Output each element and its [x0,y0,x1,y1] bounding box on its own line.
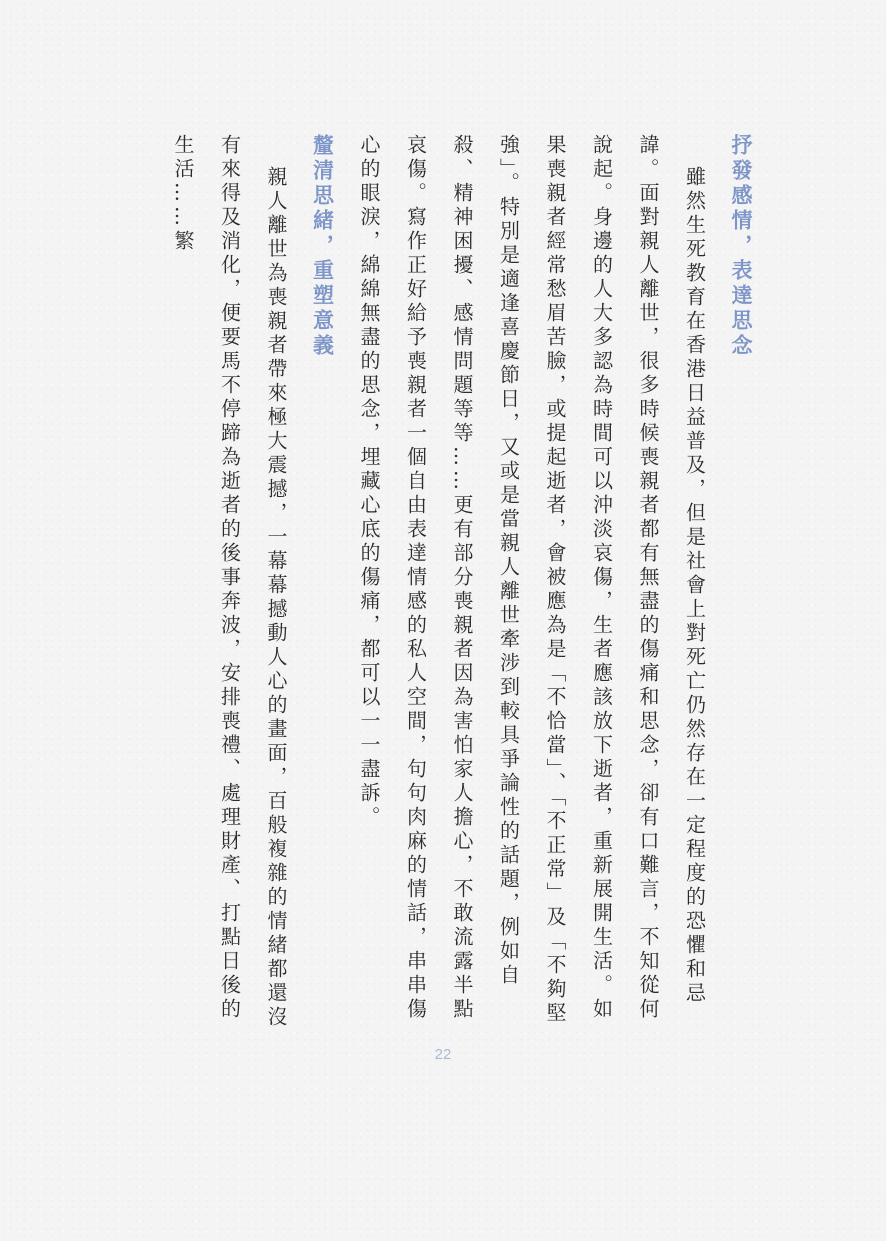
section-heading-express-feelings: 抒發感情，表達思念 [729,134,754,359]
body-paragraph-clarify-thoughts: 親人離世為喪親者帶來極大震撼，一幕幕撼動人心的畫面，百般複雜的情緒都還沒有來得及消化，便要馬不停蹄為逝者的後事奔波，安排喪禮、處理財產、打點日後的生活……繁 [171,134,288,1030]
body-paragraph-express-feelings: 雖然生死教育在香港日益普及，但是社會上對死亡仍然存在一定程度的恐懼和忌諱。面對親人離世，很多時候喪親者都有無盡的傷痛和思念，卻有口難言，不知從何說起。身邊的人大多認為時間可以沖淡哀傷，生者應該放下逝者，重新展開生活。如果喪親者經常愁眉苦臉，或提起逝者，會被應為是「不恰當」、「不正常」及「不夠堅強」。特別是適逢喜慶節日，又或是當親人離世牽涉到較具爭論性的話題，例如自殺、精神困擾、感情問題等等……更有部分喪親者因為害怕家人擔心，不敢流露半點哀傷。寫作正好給予喪親者一個自由表達情感的私人空間，句句肉麻的情話，串串傷心的眼淚，綿綿無盡的思念，埋藏心底的傷痛，都可以一一盡訴。 [357,134,707,1026]
section-heading-clarify-thoughts: 釐清思緒，重塑意義 [310,134,336,359]
page-number: 22 [434,1046,452,1063]
vertical-text-block [160,134,765,1034]
